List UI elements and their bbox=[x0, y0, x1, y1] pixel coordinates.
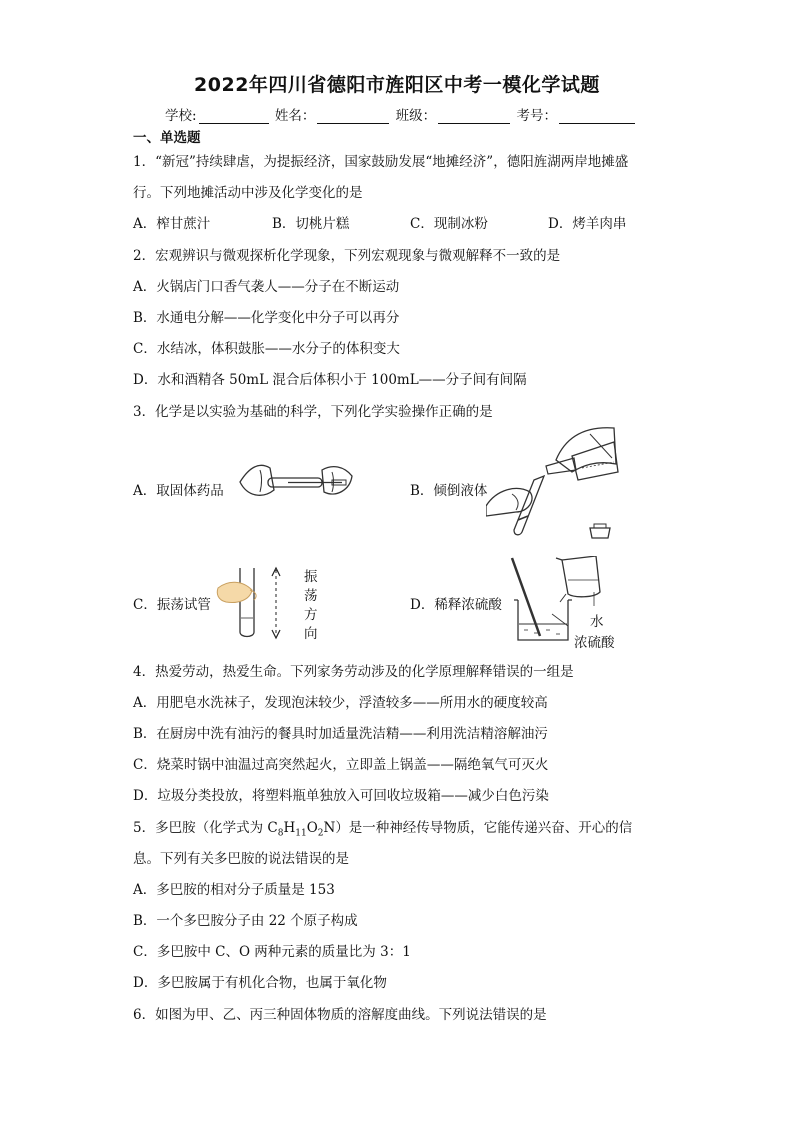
q3-option-d[interactable]: D．稀释浓硫酸 bbox=[410, 597, 502, 613]
name-label: 姓名： bbox=[274, 108, 316, 124]
acid-label: 浓硫酸 bbox=[574, 635, 615, 651]
q4-option-b[interactable]: B．在厨房中洗有油污的餐具时加适量洗洁精——利用洗洁精溶解油污 bbox=[133, 726, 548, 742]
q1-option-d[interactable]: D．烤羊肉串 bbox=[548, 216, 627, 232]
q3-option-a[interactable]: A．取固体药品 bbox=[133, 483, 224, 499]
student-info-row bbox=[165, 104, 637, 124]
shake-direction-char-4: 向 bbox=[304, 626, 318, 642]
q1-option-b[interactable]: B．切桃片糕 bbox=[272, 216, 350, 232]
q5-sub-h: 11 bbox=[295, 828, 307, 839]
q2-option-d[interactable]: D．水和酒精各 50mL 混合后体积小于 100mL——分子间有间隔 bbox=[133, 372, 527, 388]
q4-option-a[interactable]: A．用肥皂水洗袜子，发现泡沫较少，浮渣较多——所用水的硬度较高 bbox=[133, 695, 548, 711]
class-blank[interactable] bbox=[438, 109, 510, 124]
q5-sub-c: 8 bbox=[277, 828, 284, 839]
q5-option-d[interactable]: D．多巴胺属于有机化合物，也属于氧化物 bbox=[133, 975, 387, 991]
q5-stem-line1 bbox=[133, 816, 632, 839]
exam-title: 2022年四川省德阳市旌阳区中考一模化学试题 bbox=[194, 74, 600, 96]
q5-stem-line2: 息。下列有关多巴胺的说法错误的是 bbox=[133, 851, 349, 867]
school-label: 学校: bbox=[165, 108, 197, 124]
q5-sub-o: 2 bbox=[317, 828, 324, 839]
shake-tube-illustration bbox=[214, 566, 284, 640]
q6-stem: 6．如图为甲、乙、丙三种固体物质的溶解度曲线。下列说法错误的是 bbox=[133, 1007, 547, 1023]
shake-direction-char-1: 振 bbox=[304, 569, 318, 585]
shake-direction-char-2: 荡 bbox=[304, 588, 318, 604]
shake-direction-char-3: 方 bbox=[304, 607, 318, 623]
take-solid-illustration bbox=[236, 456, 356, 504]
q2-option-c[interactable]: C．水结冰，体积鼓胀——水分子的体积变大 bbox=[133, 341, 400, 357]
exam-no-label: 考号： bbox=[516, 108, 557, 124]
q4-option-c[interactable]: C．烧菜时锅中油温过高突然起火，立即盖上锅盖——隔绝氧气可灭火 bbox=[133, 757, 549, 773]
q4-stem: 4．热爱劳动，热爱生命。下列家务劳动涉及的化学原理解释错误的一组是 bbox=[133, 664, 574, 680]
q5-option-a[interactable]: A．多巴胺的相对分子质量是 153 bbox=[133, 882, 335, 898]
q1-option-a[interactable]: A．榨甘蔗汁 bbox=[133, 216, 211, 232]
q3-stem: 3．化学是以实验为基础的科学，下列化学实验操作正确的是 bbox=[133, 404, 493, 420]
q5-option-c[interactable]: C．多巴胺中 C、O 两种元素的质量比为 3：1 bbox=[133, 944, 411, 960]
q5-stem-pre: 5．多巴胺（化学式为 C bbox=[133, 820, 278, 836]
q5-o: O bbox=[306, 820, 318, 836]
q5-option-b[interactable]: B．一个多巴胺分子由 22 个原子构成 bbox=[133, 913, 358, 929]
q4-option-d[interactable]: D．垃圾分类投放，将塑料瓶单独放入可回收垃圾箱——减少白色污染 bbox=[133, 788, 549, 804]
section-heading: 一、单选题 bbox=[133, 130, 201, 146]
water-label: 水 bbox=[590, 614, 604, 630]
exam-no-blank[interactable] bbox=[559, 109, 635, 124]
q1-option-c[interactable]: C．现制冰粉 bbox=[410, 216, 488, 232]
q2-stem: 2．宏观辨识与微观探析化学现象，下列宏观现象与微观解释不一致的是 bbox=[133, 248, 561, 264]
school-blank[interactable] bbox=[199, 109, 269, 124]
q5-h: H bbox=[283, 820, 296, 836]
class-label: 班级： bbox=[395, 108, 437, 124]
q3-option-b[interactable]: B．倾倒液体 bbox=[410, 483, 488, 499]
q5-stem-post: N）是一种神经传导物质，它能传递兴奋、开心的信 bbox=[323, 820, 633, 836]
q2-option-b[interactable]: B．水通电分解——化学变化中分子可以再分 bbox=[133, 310, 400, 326]
q1-stem-line2: 行。下列地摊活动中涉及化学变化的是 bbox=[133, 185, 363, 201]
pour-liquid-illustration bbox=[486, 420, 646, 545]
q2-option-a[interactable]: A．火锅店门口香气袭人——分子在不断运动 bbox=[133, 279, 400, 295]
q1-stem-line1: 1．“新冠”持续肆虐，为提振经济，国家鼓励发展“地摊经济”，德阳旌湖两岸地摊盛 bbox=[133, 154, 629, 170]
name-blank[interactable] bbox=[317, 109, 389, 124]
q3-option-c[interactable]: C．振荡试管 bbox=[133, 597, 211, 613]
